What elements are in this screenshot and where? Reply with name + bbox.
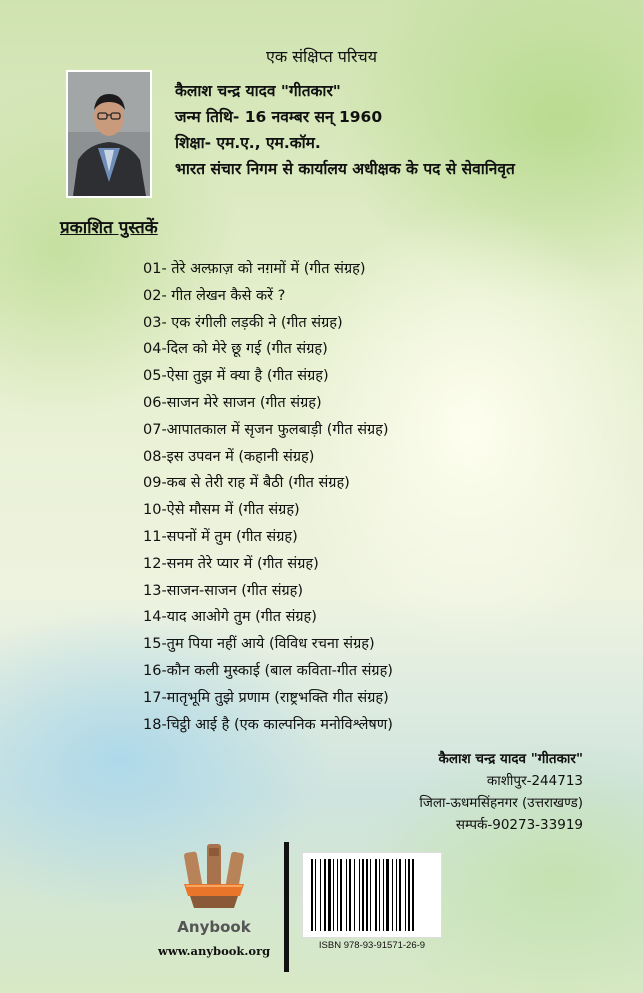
author-bio	[175, 78, 515, 182]
list-item: 14-याद आओगे तुम (गीत संग्रह)	[143, 609, 317, 626]
publisher-logo	[178, 838, 250, 918]
list-item: 03- एक रंगीली लड़की ने (गीत संग्रह)	[143, 314, 343, 331]
wooden-planks-logo-icon	[178, 838, 250, 918]
list-item: 07-आपातकाल में सृजन फुलबाड़ी (गीत संग्रह)	[143, 421, 389, 438]
author-portrait-icon	[68, 72, 150, 196]
contact-city: काशीपुर-244713	[486, 773, 583, 789]
page-title: एक संक्षिप्त परिचय	[265, 47, 377, 66]
publisher-website[interactable]: www.anybook.org	[158, 944, 271, 958]
list-item: 04-दिल को मेरे छू गई (गीत संग्रह)	[143, 341, 328, 358]
author-dob: जन्म तिथि- 16 नवम्बर सन् 1960	[175, 108, 383, 126]
list-item: 16-कौन कली मुस्काई (बाल कविता-गीत संग्रह)	[143, 662, 393, 679]
list-item: 09-कब से तेरी राह में बैठी (गीत संग्रह)	[143, 475, 350, 492]
list-item: 10-ऐसे मौसम में (गीत संग्रह)	[143, 502, 300, 519]
book-list	[143, 256, 393, 738]
isbn-label: ISBN 978-93-91571-26-9	[318, 940, 426, 951]
books-heading: प्रकाशित पुस्तकें	[60, 218, 158, 238]
list-item: 05-ऐसा तुझ में क्या है (गीत संग्रह)	[143, 368, 329, 385]
barcode-icon	[303, 853, 441, 937]
contact-name: कैलाश चन्द्र यादव "गीतकार"	[438, 751, 583, 767]
list-item: 02- गीत लेखन कैसे करें ?	[143, 287, 286, 304]
contact-district: जिला-ऊधमसिंहनगर (उत्तराखण्ड)	[419, 795, 583, 811]
list-item: 18-चिट्ठी आई है (एक काल्पनिक मनोविश्लेषण)	[143, 716, 393, 733]
list-item: 17-मातृभूमि तुझे प्रणाम (राष्ट्रभक्ति गीत संग्रह)	[143, 689, 389, 706]
author-name: कैलाश चन्द्र यादव "गीतकार"	[175, 82, 341, 100]
publisher-brand: Anybook	[177, 918, 251, 936]
list-item: 08-इस उपवन में (कहानी संग्रह)	[143, 448, 315, 465]
author-career: भारत संचार निगम से कार्यालय अधीक्षक के पद से सेवानिवृत	[175, 160, 515, 178]
list-item: 15-तुम पिया नहीं आये (विविध रचना संग्रह)	[143, 636, 375, 653]
divider	[284, 842, 289, 972]
barcode	[302, 852, 442, 938]
list-item: 06-साजन मेरे साजन (गीत संग्रह)	[143, 394, 322, 411]
author-photo	[66, 70, 152, 198]
author-education: शिक्षा- एम.ए., एम.कॉम.	[175, 134, 321, 152]
list-item: 12-सनम तेरे प्यार में (गीत संग्रह)	[143, 555, 319, 572]
contact-block	[419, 748, 583, 836]
list-item: 13-साजन-साजन (गीत संग्रह)	[143, 582, 304, 599]
list-item: 11-सपनों में तुम (गीत संग्रह)	[143, 528, 298, 545]
contact-phone: सम्पर्क-90273-33919	[455, 817, 583, 833]
list-item: 01- तेरे अल्फ़ाज़ को नग़मों में (गीत संग्रह)	[143, 261, 366, 277]
